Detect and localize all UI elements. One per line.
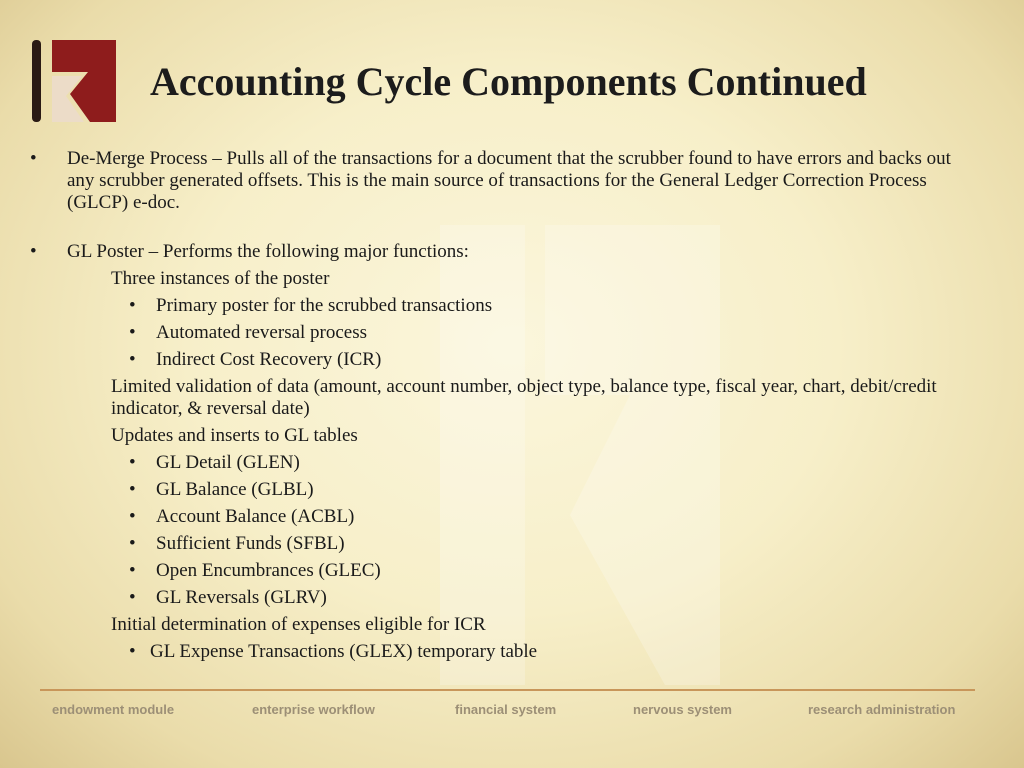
- sub-heading-three-instances: Three instances of the poster: [111, 268, 330, 289]
- slide-title: Accounting Cycle Components Continued: [150, 59, 867, 104]
- bullet-text: De-Merge Process – Pulls all of the transactions for a document that the scrubber found to have errors and backs out any scrubber generated offsets. This is the main source of transactions for the General Ledger Correction Process (GLCP) e-doc.: [67, 148, 951, 213]
- footer-link-research-administration[interactable]: research administration: [808, 702, 956, 717]
- footer-link-financial-system[interactable]: financial system: [455, 702, 557, 717]
- bullet-dot: •: [129, 479, 136, 500]
- list-item: [0, 479, 1024, 501]
- sub-heading-limited-validation: Limited validation of data (amount, account number, object type, balance type, fiscal year, chart, debit/credit indicator, & reversal date): [111, 376, 937, 419]
- list-item-text: Automated reversal process: [156, 322, 368, 343]
- list-item-text: GL Detail (GLEN): [156, 452, 300, 473]
- list-item-text: Indirect Cost Recovery (ICR): [156, 349, 382, 370]
- bullet-dot: •: [30, 241, 37, 262]
- list-item-text: GL Reversals (GLRV): [156, 587, 327, 608]
- bullet-dot: •: [129, 295, 136, 316]
- bullet-gl-poster: [0, 241, 957, 263]
- list-item-text: Sufficient Funds (SFBL): [156, 533, 345, 554]
- footer-nav: [0, 702, 1024, 722]
- footer-link-endowment-module[interactable]: endowment module: [52, 702, 175, 717]
- bullet-dot: •: [129, 349, 136, 370]
- list-item: [0, 506, 1024, 528]
- bullet-dot: •: [129, 533, 136, 554]
- list-item: [0, 295, 1024, 317]
- list-item: [0, 349, 1024, 371]
- list-item-text: GL Balance (GLBL): [156, 479, 314, 500]
- slide-content: [0, 148, 1024, 663]
- bullet-dot: •: [30, 148, 37, 169]
- list-item: [0, 533, 1024, 555]
- bullet-de-merge: [0, 148, 957, 214]
- list-item: [0, 560, 1024, 582]
- list-item-text: GL Expense Transactions (GLEX) temporary table: [150, 641, 538, 662]
- list-item: [0, 587, 1024, 609]
- list-item: [0, 322, 1024, 344]
- footer-divider: [40, 689, 975, 691]
- list-item: [0, 641, 1024, 663]
- kuali-logo-icon: [30, 36, 120, 126]
- list-item: [0, 452, 1024, 474]
- sub-heading-updates: Updates and inserts to GL tables: [111, 425, 358, 446]
- footer-link-enterprise-workflow[interactable]: enterprise workflow: [252, 702, 375, 717]
- list-item-text: Account Balance (ACBL): [156, 506, 355, 527]
- bullet-dot: •: [129, 506, 136, 527]
- bullet-text: GL Poster – Performs the following major functions:: [67, 241, 469, 262]
- bullet-dot: •: [129, 587, 136, 608]
- list-item-text: Primary poster for the scrubbed transactions: [156, 295, 493, 316]
- bullet-dot: •: [129, 322, 136, 343]
- sub-heading-initial-determination: Initial determination of expenses eligible for ICR: [111, 614, 486, 635]
- footer-link-nervous-system[interactable]: nervous system: [633, 702, 732, 717]
- list-item-text: Open Encumbrances (GLEC): [156, 560, 381, 581]
- bullet-dot: •: [129, 560, 136, 581]
- bullet-dot: •: [129, 641, 136, 662]
- bullet-dot: •: [129, 452, 136, 473]
